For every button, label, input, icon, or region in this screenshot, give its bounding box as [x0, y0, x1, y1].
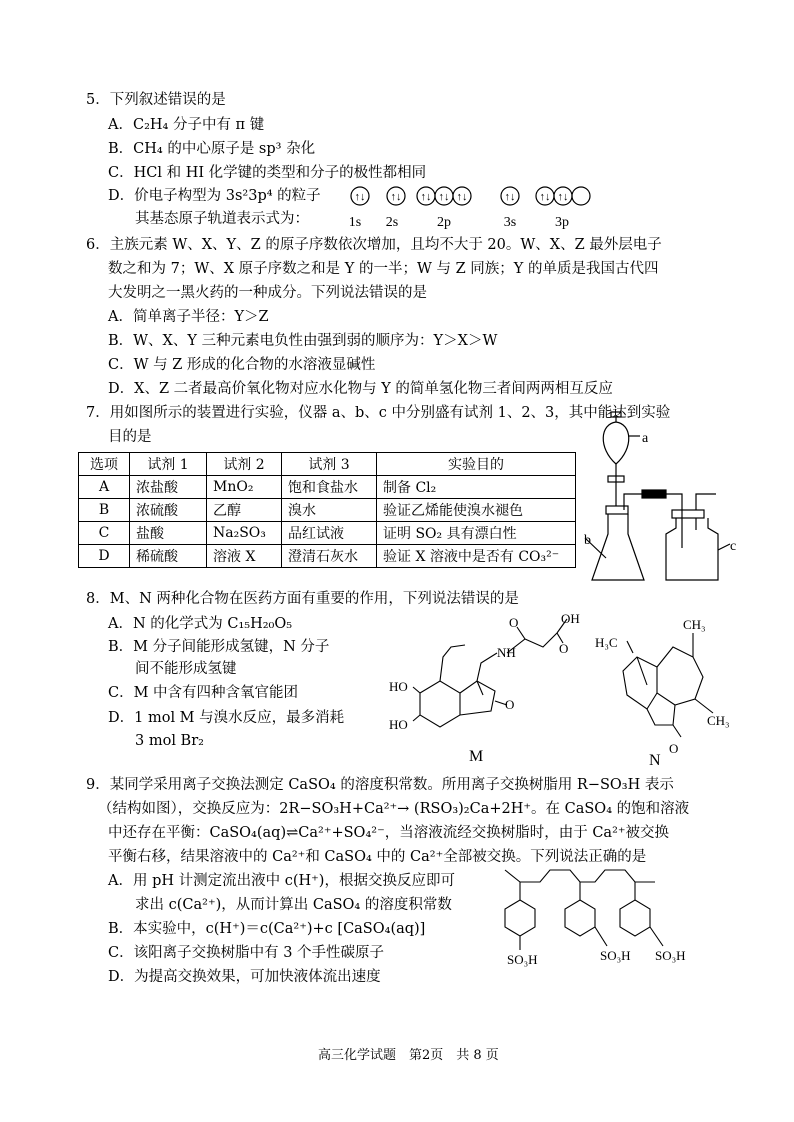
table-header: 试剂 3: [282, 453, 377, 476]
n-h3c: H₃C: [595, 635, 618, 650]
molecule-n-label: N: [649, 752, 661, 769]
table-cell: 制备 Cl₂: [377, 476, 576, 499]
m-ho1: HO: [389, 679, 408, 694]
q6-option-b: B．W、X、Y 三种元素电负性由强到弱的顺序为：Y＞X＞W: [108, 333, 498, 349]
q6-stem-line1: 6．主族元素 W、X、Y、Z 的原子序数依次增加，且均不大于 20。W、X、Z 最外层电子: [86, 237, 662, 253]
table-header: 试剂 2: [207, 453, 282, 476]
m-oh: OH: [561, 611, 580, 626]
q9-option-b: B．本实验中，c(H⁺)＝c(Ca²⁺)+c [CaSO₄(aq)]: [108, 921, 426, 937]
orbital-label: 2p: [437, 215, 451, 230]
q8-option-a: A．N 的化学式为 C₁₅H₂₀O₅: [108, 616, 293, 632]
q9-option-a: A．用 pH 计测定流出液中 c(H⁺)，根据交换反应即可: [108, 873, 455, 889]
table-row: [79, 499, 576, 522]
q5-option-d: D．价电子构型为 3s²3p⁴ 的粒子: [108, 188, 321, 204]
table-cell: A: [79, 476, 130, 499]
svg-text:↑↓: ↑↓: [438, 191, 450, 203]
q8-option-d-cont: 3 mol Br₂: [135, 733, 204, 749]
resin-so3h: SO₃H: [655, 948, 686, 963]
table-cell: Na₂SO₃: [207, 522, 282, 545]
q5-option-b: B．CH₄ 的中心原子是 sp³ 杂化: [108, 141, 316, 157]
q8-option-c: C．M 中含有四种含氧官能团: [108, 685, 299, 701]
q6-stem-line2: 数之和为 7；W、X 原子序数之和是 Y 的一半；W 与 Z 同族；Y 的单质是我国古代四: [108, 261, 659, 277]
table-row: [79, 545, 576, 568]
svg-text:↑↓: ↑↓: [557, 191, 569, 203]
table-cell: 溴水: [282, 499, 377, 522]
table-header: 试剂 1: [130, 453, 207, 476]
m-nh: NH: [497, 645, 516, 660]
orbital-diagram: [340, 180, 620, 232]
n-ch3-top: CH₃: [683, 617, 706, 632]
q6-option-a: A．简单离子半径：Y＞Z: [108, 309, 269, 325]
m-o1: O: [509, 615, 519, 630]
svg-text:↑↓: ↑↓: [456, 191, 468, 203]
q5-option-a: A．C₂H₄ 分子中有 π 键: [108, 117, 265, 133]
q6-option-d: D．X、Z 二者最高价氧化物对应水化物与 Y 的简单氢化物三者间两两相互反应: [108, 381, 613, 397]
table-row: [79, 476, 576, 499]
q8-option-b-cont: 间不能形成氢键: [135, 661, 237, 677]
table-cell: C: [79, 522, 130, 545]
q9-stem-line3: 中还存在平衡：CaSO₄(aq)⇌Ca²⁺+SO₄²⁻，当溶液流经交换树脂时，由于 Ca²⁺被交换: [108, 825, 670, 841]
table-cell: 饱和食盐水: [282, 476, 377, 499]
page-footer: 高三化学试题 第2页 共 8 页: [318, 1048, 499, 1063]
q9-stem-line4: 平衡右移，结果溶液中的 Ca²⁺和 CaSO₄ 中的 Ca²⁺全部被交换。下列说法正确的是: [108, 849, 647, 865]
q8-option-b: B．M 分子间能形成氢键，N 分子: [108, 639, 330, 655]
molecule-n: [585, 605, 745, 770]
q9-option-c: C．该阳离子交换树脂中有 3 个手性碳原子: [108, 945, 385, 961]
n-ch3-right: CH₃: [707, 713, 730, 728]
orbital-label: 3p: [555, 215, 569, 230]
orbital-label: 2s: [385, 215, 399, 230]
m-o2: O: [559, 641, 569, 656]
svg-text:↑↓: ↑↓: [354, 191, 366, 203]
table-cell: 盐酸: [130, 522, 207, 545]
orbital-label: 1s: [348, 215, 362, 230]
resin-so3h: SO₃H: [600, 948, 631, 963]
m-ho2: HO: [389, 717, 408, 732]
n-o: O: [669, 741, 679, 756]
table-row: [79, 522, 576, 545]
table-cell: B: [79, 499, 130, 522]
q9-option-d: D．为提高交换效果，可加快液体流出速度: [108, 969, 381, 985]
svg-text:↑↓: ↑↓: [539, 191, 551, 203]
q7-stem-line1: 7．用如图所示的装置进行实验，仪器 a、b、c 中分别盛有试剂 1、2、3，其中能达到实验: [86, 405, 671, 421]
table-cell: MnO₂: [207, 476, 282, 499]
table-cell: 乙醇: [207, 499, 282, 522]
svg-text:↑↓: ↑↓: [390, 191, 402, 203]
q6-option-c: C．W 与 Z 形成的化合物的水溶液显碱性: [108, 357, 376, 373]
label-c: c: [730, 539, 737, 554]
table-cell: 证明 SO₂ 具有漂白性: [377, 522, 576, 545]
table-cell: 浓硫酸: [130, 499, 207, 522]
reagent-table: [78, 452, 576, 568]
resin-structure: [495, 860, 735, 990]
q9-stem-line2: （结构如图），交换反应为：2R−SO₃H+Ca²⁺→ (RSO₃)₂Ca+2H⁺。在 CaSO₄ 的饱和溶液: [98, 801, 690, 817]
label-a: a: [642, 431, 649, 446]
table-cell: 品红试液: [282, 522, 377, 545]
q8-option-d: D．1 mol M 与溴水反应，最多消耗: [108, 710, 345, 726]
label-b: b: [584, 533, 591, 548]
table-header: 选项: [79, 453, 130, 476]
table-header: 实验目的: [377, 453, 576, 476]
table-header-row: [79, 453, 576, 476]
apparatus-figure: [580, 410, 770, 590]
orbital-label: 3s: [503, 215, 517, 230]
table-cell: 验证乙烯能使溴水褪色: [377, 499, 576, 522]
m-o3: O: [505, 697, 515, 712]
table-cell: 澄清石灰水: [282, 545, 377, 568]
q6-stem-line3: 大发明之一黑火药的一种成分。下列说法错误的是: [108, 285, 427, 301]
table-cell: 稀硫酸: [130, 545, 207, 568]
table-cell: 浓盐酸: [130, 476, 207, 499]
q9-option-a-cont: 求出 c(Ca²⁺)，从而计算出 CaSO₄ 的溶度积常数: [135, 897, 452, 913]
molecule-m: [385, 605, 585, 770]
table-cell: 验证 X 溶液中是否有 CO₃²⁻: [377, 545, 576, 568]
table-cell: 溶液 X: [207, 545, 282, 568]
q5-option-c: C．HCl 和 HI 化学键的类型和分子的极性都相同: [108, 165, 427, 181]
q5-option-d-cont: 其基态原子轨道表示式为：: [135, 211, 309, 227]
molecule-m-label: M: [469, 748, 484, 765]
q8-stem: 8．M、N 两种化合物在医药方面有重要的作用，下列说法错误的是: [86, 591, 519, 607]
table-cell: D: [79, 545, 130, 568]
svg-text:↑↓: ↑↓: [420, 191, 432, 203]
q7-stem-line2: 目的是: [108, 429, 152, 445]
q9-stem-line1: 9．某同学采用离子交换法测定 CaSO₄ 的溶度积常数。所用离子交换树脂用 R−SO₃H 表示: [86, 777, 674, 793]
resin-so3h: SO₃H: [507, 952, 538, 967]
svg-text:↑↓: ↑↓: [504, 191, 516, 203]
q5-stem: 5．下列叙述错误的是: [86, 92, 226, 108]
